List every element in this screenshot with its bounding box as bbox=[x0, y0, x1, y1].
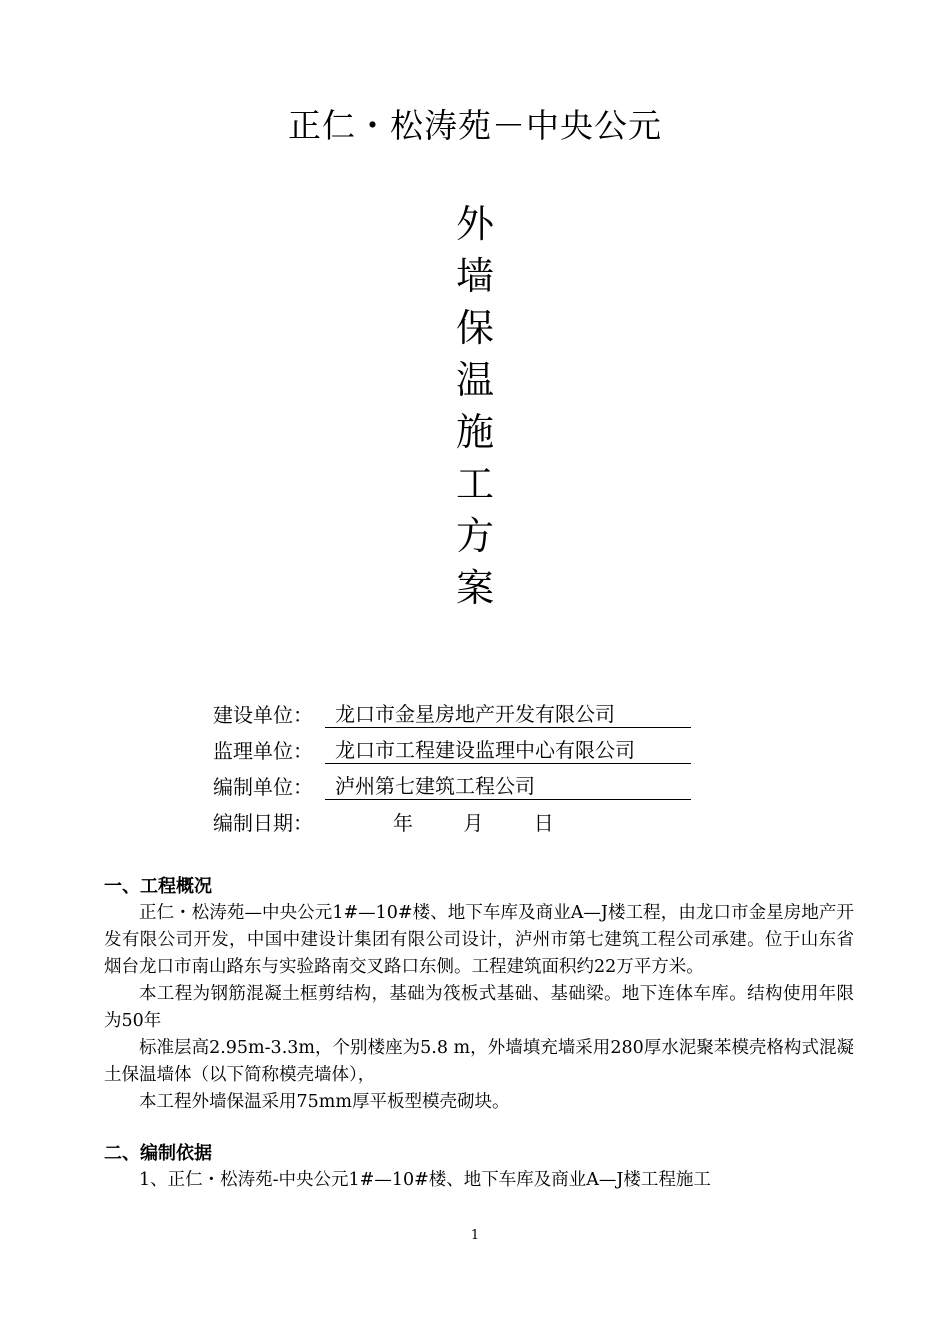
paragraph: 正仁・松涛苑—中央公元1#—10#楼、地下车库及商业A—J楼工程，由龙口市金星房地产开发有限公司开发，中国中建设计集团有限公司设计，泸州市第七建筑工程公司承建。位于山东省烟台龙口市南山路东与实验路南交叉路口东侧。工程建筑面积约22万平方米。 bbox=[104, 903, 854, 977]
paragraph: 本工程为钢筋混凝土框剪结构，基础为筏板式基础、基础梁。地下连体车库。结构使用年限为50年 bbox=[104, 984, 854, 1031]
builder-label: 建设单位： bbox=[213, 703, 313, 727]
builder-row bbox=[213, 692, 693, 728]
project-info-block bbox=[213, 692, 693, 836]
title-char: 墙 bbox=[455, 254, 494, 298]
title-char: 保 bbox=[455, 306, 494, 350]
compiler-row bbox=[213, 764, 693, 800]
section-heading-overview: 一、工程概况 bbox=[104, 876, 212, 897]
title-char: 工 bbox=[455, 462, 494, 506]
date-year: 年 bbox=[393, 811, 413, 835]
compiler-value: 泸州第七建筑工程公司 bbox=[325, 773, 691, 800]
title-char: 外 bbox=[455, 202, 494, 246]
section-gap bbox=[104, 1116, 854, 1140]
date-label: 编制日期： bbox=[213, 811, 313, 835]
paragraph: 1、正仁・松涛苑-中央公元1#—10#楼、地下车库及商业A—J楼工程施工 bbox=[139, 1170, 711, 1190]
builder-value: 龙口市金星房地产开发有限公司 bbox=[325, 701, 691, 728]
page-number: 1 bbox=[470, 1228, 480, 1243]
paragraph: 本工程外墙保温采用75mm厚平板型模壳砌块。 bbox=[139, 1092, 510, 1112]
date-month: 月 bbox=[463, 811, 484, 835]
title-char: 温 bbox=[455, 358, 494, 402]
supervisor-value: 龙口市工程建设监理中心有限公司 bbox=[325, 737, 691, 764]
project-title: 正仁・松涛苑－中央公元 bbox=[288, 106, 662, 145]
date-value bbox=[325, 810, 681, 836]
compiler-label: 编制单位： bbox=[213, 775, 313, 799]
title-char: 案 bbox=[455, 566, 494, 610]
document-body bbox=[104, 873, 854, 1194]
date-day: 日 bbox=[533, 811, 554, 835]
supervisor-row bbox=[213, 728, 693, 764]
document-title-vertical bbox=[445, 198, 505, 614]
title-char: 方 bbox=[455, 514, 494, 558]
title-char: 施 bbox=[455, 410, 494, 454]
paragraph: 标准层高2.95m-3.3m，个别楼座为5.8 m，外墙填充墙采用280厚水泥聚苯模壳格构式混凝土保温墙体（以下简称模壳墙体）， bbox=[104, 1038, 854, 1085]
supervisor-label: 监理单位： bbox=[213, 739, 313, 763]
section-heading-basis: 二、编制依据 bbox=[104, 1143, 212, 1164]
date-row bbox=[213, 800, 693, 836]
